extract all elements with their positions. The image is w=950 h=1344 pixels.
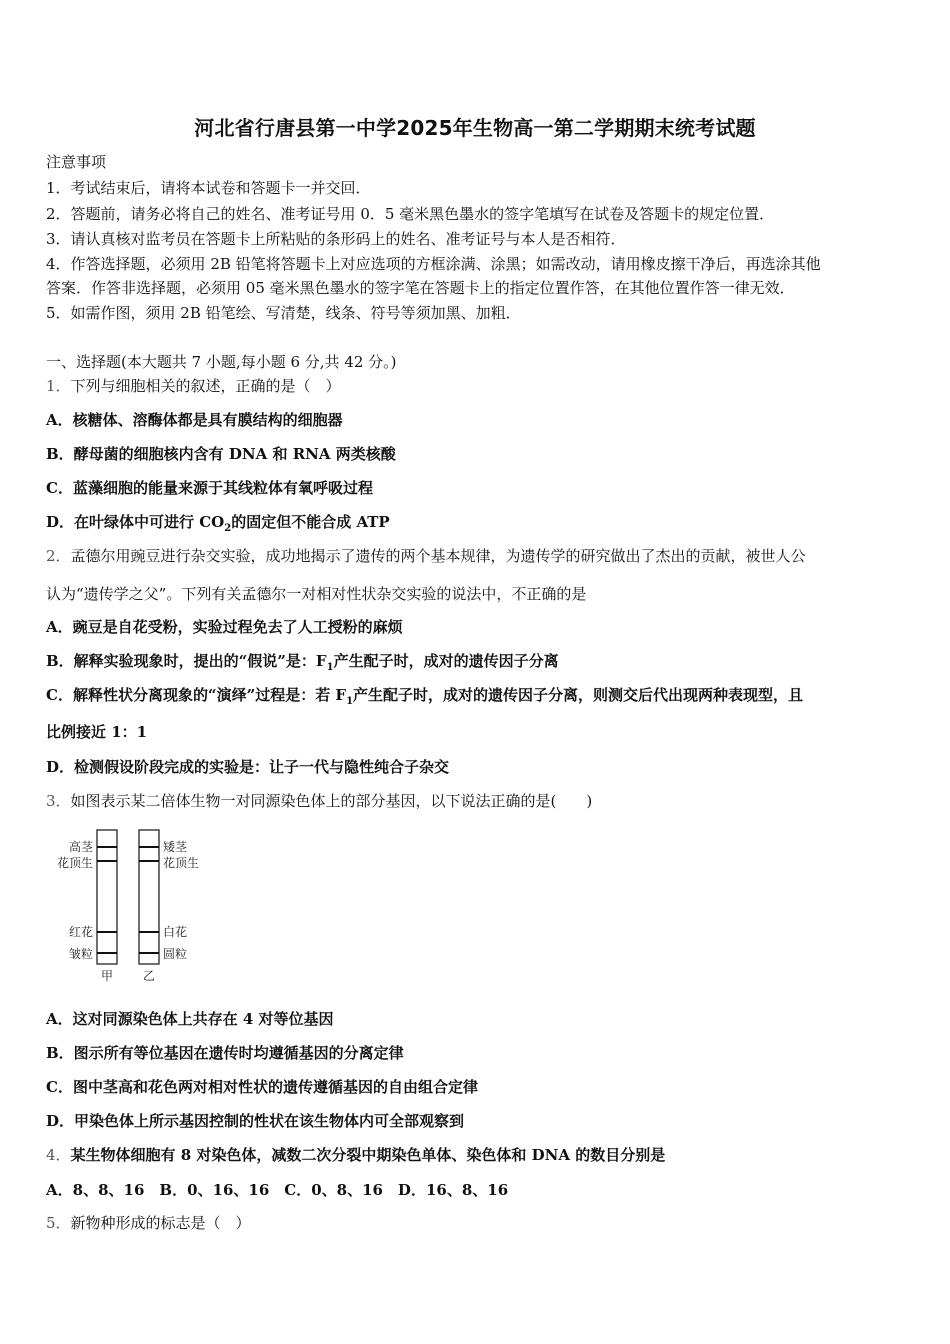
q2-option-c — [46, 685, 803, 712]
option-text: B．解释实验现象时，提出的“假说”是：F — [46, 652, 327, 670]
chromosome-caption: 甲 — [100, 969, 114, 983]
gene-label: 红花 — [68, 925, 93, 939]
notice-item: 2．答题前，请务必将自己的姓名、准考证号用 0．5 毫米黑色墨水的签字笔填写在试卷及答题卡的规定位置． — [46, 205, 775, 223]
question-4 — [46, 1145, 665, 1165]
option-text: 产生配子时，成对的遗传因子分离，则测交后代出现两种表现型，且 — [353, 686, 804, 704]
gene-label: 高茎 — [68, 840, 93, 854]
page-title: 河北省行唐县第一中学2025年生物高一第二学期期末统考试题 — [194, 116, 756, 140]
gene-label: 花顶生 — [56, 856, 93, 870]
question-2 — [46, 546, 806, 566]
q4-options: A．8、8、16 B．0、16、16 C．0、8、16 D．16、8、16 — [46, 1181, 509, 1199]
q1-option-b: B．酵母菌的细胞核内含有 DNA 和 RNA 两类核酸 — [46, 445, 396, 463]
chromosome-caption: 乙 — [142, 969, 156, 983]
question-stem: 某生物体细胞有 8 对染色体，减数二次分裂中期染色单体、染色体和 DNA 的数目分别是 — [70, 1146, 666, 1164]
notice-item: 1．考试结束后，请将本试卷和答题卡一并交回． — [46, 179, 371, 197]
question-number: 4． — [46, 1146, 71, 1164]
question-number: 3． — [46, 792, 71, 810]
chromosome-yi — [139, 830, 159, 964]
q2-option-d: D．检测假设阶段完成的实验是：让子一代与隐性纯合子杂交 — [46, 758, 450, 776]
subscript: 1 — [326, 662, 334, 673]
gene-label: 圆粒 — [163, 947, 188, 961]
question-number: 5． — [46, 1214, 71, 1232]
q1-option-d — [46, 512, 390, 539]
option-text: 产生配子时，成对的遗传因子分离 — [333, 652, 559, 670]
question-3 — [46, 791, 592, 811]
question-stem: 孟德尔用豌豆进行杂交实验，成功地揭示了遗传的两个基本规律，为遗传学的研究做出了杰出的贡献，被世人公 — [70, 547, 806, 565]
chromosome-figure — [50, 828, 210, 988]
q2-option-a: A．豌豆是自花受粉，实验过程免去了人工授粉的麻烦 — [46, 618, 403, 636]
option-text: C．解释性状分离现象的“演绎”过程是：若 F — [46, 686, 347, 704]
option-text: D．在叶绿体中可进行 CO — [46, 513, 225, 531]
notice-item: 答案．作答非选择题，必须用 05 毫米黑色墨水的签字笔在答题卡上的指定位置作答，在其他位置作答一律无效． — [46, 279, 795, 297]
q3-option-b: B．图示所有等位基因在遗传时均遵循基因的分离定律 — [46, 1044, 404, 1062]
subscript: 2 — [224, 523, 232, 534]
chromosome-jia — [97, 830, 117, 964]
q1-option-c: C．蓝藻细胞的能量来源于其线粒体有氧呼吸过程 — [46, 479, 373, 497]
question-stem: 如图表示某二倍体生物一对同源染色体上的部分基因，以下说法正确的是( ) — [70, 792, 593, 810]
notice-heading: 注意事项 — [46, 153, 107, 171]
q2-option-c-cont: 比例接近 1：1 — [46, 723, 148, 741]
question-5 — [46, 1213, 251, 1233]
question-stem: 新物种形成的标志是（ ） — [70, 1214, 251, 1232]
question-2-cont: 认为“遗传学之父”。下列有关孟德尔一对相对性状杂交实验的说法中，不正确的是 — [46, 585, 587, 603]
q3-option-c: C．图中茎高和花色两对相对性状的遗传遵循基因的自由组合定律 — [46, 1078, 478, 1096]
subscript: 1 — [346, 696, 354, 707]
notice-item: 4．作答选择题，必须用 2B 铅笔将答题卡上对应选项的方框涂满、涂黑；如需改动，请用橡皮擦干净后，再选涂其他 — [46, 255, 821, 273]
gene-label: 白花 — [163, 925, 188, 939]
q1-option-a: A．核糖体、溶酶体都是具有膜结构的细胞器 — [46, 411, 343, 429]
question-number: 1． — [46, 377, 71, 395]
gene-label: 花顶生 — [163, 856, 200, 870]
question-stem: 下列与细胞相关的叙述，正确的是（ ） — [70, 377, 341, 395]
question-1 — [46, 376, 341, 396]
notice-item: 5．如需作图，须用 2B 铅笔绘、写清楚，线条、符号等须加黑、加粗． — [46, 304, 521, 322]
gene-label: 矮茎 — [163, 840, 188, 854]
q3-option-a: A．这对同源染色体上共存在 4 对等位基因 — [46, 1010, 334, 1028]
option-text: 的固定但不能合成 ATP — [231, 513, 390, 531]
q3-option-d: D．甲染色体上所示基因控制的性状在该生物体内可全部观察到 — [46, 1112, 465, 1130]
gene-label: 皱粒 — [68, 947, 93, 961]
section-heading: 一、选择题(本大题共 7 小题,每小题 6 分,共 42 分。) — [46, 353, 397, 371]
notice-item: 3．请认真核对监考员在答题卡上所粘贴的条形码上的姓名、准考证号与本人是否相符． — [46, 230, 626, 248]
question-number: 2． — [46, 547, 71, 565]
q2-option-b — [46, 651, 559, 678]
